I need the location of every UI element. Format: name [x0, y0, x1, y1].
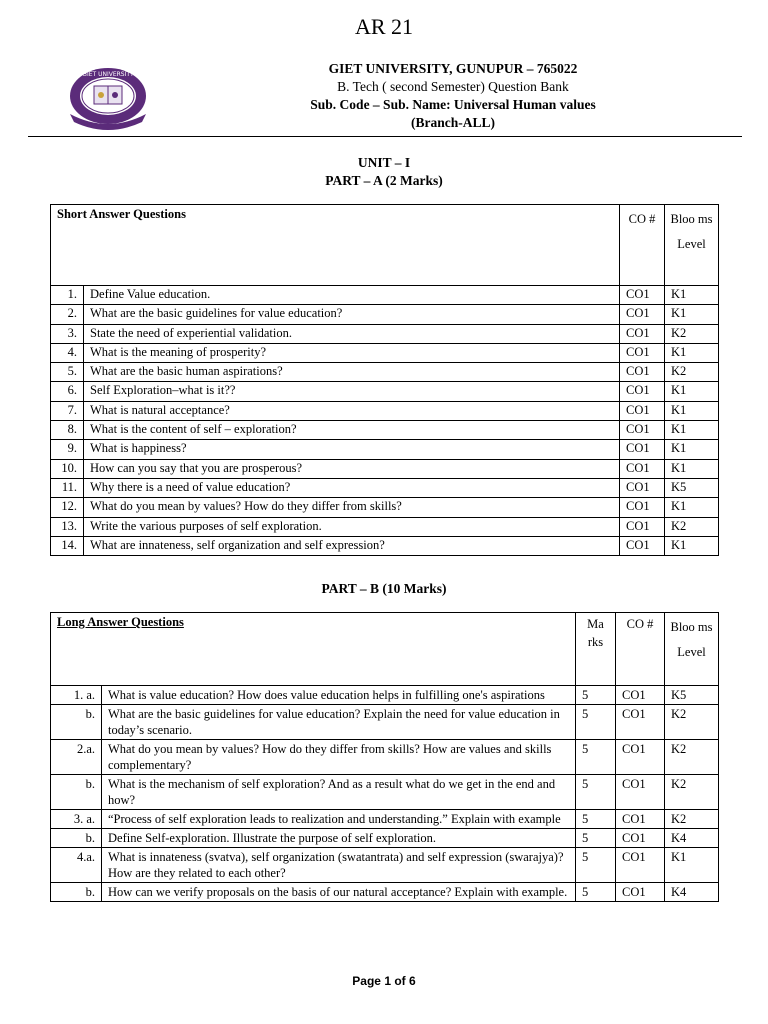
- blooms-level: K1: [665, 382, 719, 401]
- table-row: [51, 305, 719, 324]
- part-b-header-co: CO #: [616, 613, 665, 686]
- blooms-level: K2: [665, 740, 719, 775]
- question-text: What are innateness, self organization and self expression?: [84, 536, 620, 555]
- blooms-level: K2: [665, 705, 719, 740]
- course-outcome: CO1: [620, 517, 665, 536]
- question-number: 2.a.: [51, 740, 102, 775]
- table-row: [51, 401, 719, 420]
- table-row: [51, 421, 719, 440]
- course-outcome: CO1: [620, 363, 665, 382]
- table-row: [51, 498, 719, 517]
- logo-seal-icon: [60, 64, 156, 132]
- table-row: [51, 324, 719, 343]
- course-outcome: CO1: [620, 401, 665, 420]
- question-text: What are the basic guidelines for value education? Explain the need for value education in today’s scenario.: [102, 705, 576, 740]
- course-outcome: CO1: [620, 498, 665, 517]
- question-number: 14.: [51, 536, 84, 555]
- question-number: 1. a.: [51, 686, 102, 705]
- question-text: Define Self-exploration. Illustrate the purpose of self exploration.: [102, 829, 576, 848]
- page-total: 6: [409, 974, 416, 988]
- program-line: B. Tech ( second Semester) Question Bank: [337, 79, 569, 94]
- document-header: [200, 60, 706, 132]
- question-text: Self Exploration–what is it??: [84, 382, 620, 401]
- marks: 5: [576, 810, 616, 829]
- blooms-level: K5: [665, 686, 719, 705]
- marks: 5: [576, 686, 616, 705]
- blooms-level: K4: [665, 829, 719, 848]
- blooms-level: K1: [665, 305, 719, 324]
- branch-line: (Branch-ALL): [411, 115, 495, 130]
- question-text: What is value education? How does value education helps in fulfilling one's aspirations: [102, 686, 576, 705]
- blooms-level: K2: [665, 775, 719, 810]
- question-number: 1.: [51, 286, 84, 305]
- question-text: Why there is a need of value education?: [84, 478, 620, 497]
- part-a-header-blooms: Bloo ms Level: [665, 205, 719, 286]
- question-number: 6.: [51, 382, 84, 401]
- question-number: b.: [51, 883, 102, 902]
- question-text: State the need of experiential validation.: [84, 324, 620, 343]
- question-text: Write the various purposes of self exploration.: [84, 517, 620, 536]
- question-number: 5.: [51, 363, 84, 382]
- table-row: [51, 517, 719, 536]
- course-outcome: CO1: [620, 459, 665, 478]
- blooms-level: K1: [665, 536, 719, 555]
- unit-title: UNIT – I: [357, 155, 411, 170]
- blooms-level: K4: [665, 883, 719, 902]
- question-text: What is the meaning of prosperity?: [84, 343, 620, 362]
- table-row: [51, 740, 719, 775]
- table-row: [51, 686, 719, 705]
- marks: 5: [576, 848, 616, 883]
- blooms-level: K1: [665, 440, 719, 459]
- question-text: What are the basic human aspirations?: [84, 363, 620, 382]
- part-b-table: [50, 612, 719, 902]
- question-text: What is the content of self – exploration?: [84, 421, 620, 440]
- table-row: [51, 536, 719, 555]
- table-row: [51, 440, 719, 459]
- part-b-title: PART – B (10 Marks): [321, 581, 447, 596]
- blooms-level: K2: [665, 363, 719, 382]
- svg-text:GIET UNIVERSITY: GIET UNIVERSITY: [82, 71, 134, 78]
- marks: 5: [576, 775, 616, 810]
- question-text: What do you mean by values? How do they differ from skills?: [84, 498, 620, 517]
- question-number: 9.: [51, 440, 84, 459]
- question-number: 10.: [51, 459, 84, 478]
- question-text: What is innateness (svatva), self organization (swatantrata) and self expression (swarajya)? How are they related to each other?: [102, 848, 576, 883]
- question-text: “Process of self exploration leads to realization and understanding.” Explain with example: [102, 810, 576, 829]
- blooms-level: K1: [665, 498, 719, 517]
- part-a-header-co: CO #: [620, 205, 665, 286]
- question-number: 13.: [51, 517, 84, 536]
- page-number: 1: [384, 974, 391, 988]
- question-text: What do you mean by values? How do they differ from skills? How are values and skills complementary?: [102, 740, 576, 775]
- course-outcome: CO1: [616, 740, 665, 775]
- question-text: What is the mechanism of self exploration? And as a result what do we get in the end and how?: [102, 775, 576, 810]
- blooms-level: K5: [665, 478, 719, 497]
- page-footer: Page 1 of 6: [352, 974, 416, 988]
- part-b-header-questions: [51, 613, 576, 686]
- course-outcome: CO1: [620, 343, 665, 362]
- blooms-level: K1: [665, 343, 719, 362]
- course-outcome: CO1: [620, 305, 665, 324]
- course-outcome: CO1: [616, 883, 665, 902]
- marks: 5: [576, 829, 616, 848]
- blooms-level: K1: [665, 421, 719, 440]
- university-logo: [60, 64, 156, 132]
- question-number: 7.: [51, 401, 84, 420]
- course-outcome: CO1: [616, 775, 665, 810]
- document-code: AR 21: [354, 14, 414, 39]
- course-outcome: CO1: [620, 536, 665, 555]
- question-number: 4.: [51, 343, 84, 362]
- question-text: Define Value education.: [84, 286, 620, 305]
- question-number: b.: [51, 775, 102, 810]
- question-number: 3. a.: [51, 810, 102, 829]
- blooms-level: K1: [665, 459, 719, 478]
- question-number: 8.: [51, 421, 84, 440]
- part-a-table: [50, 204, 719, 556]
- subject-line: Sub. Code – Sub. Name: Universal Human values: [310, 97, 596, 112]
- course-outcome: CO1: [620, 478, 665, 497]
- table-row: [51, 829, 719, 848]
- table-row: [51, 848, 719, 883]
- course-outcome: CO1: [616, 705, 665, 740]
- table-row: [51, 459, 719, 478]
- part-b-header-questions-text: Long Answer Questions: [57, 615, 184, 629]
- question-text: How can we verify proposals on the basis of our natural acceptance? Explain with example.: [102, 883, 576, 902]
- table-row: [51, 775, 719, 810]
- question-number: b.: [51, 705, 102, 740]
- marks: 5: [576, 705, 616, 740]
- marks: 5: [576, 883, 616, 902]
- blooms-level: K2: [665, 810, 719, 829]
- question-text: What are the basic guidelines for value education?: [84, 305, 620, 324]
- question-text: How can you say that you are prosperous?: [84, 459, 620, 478]
- question-text: What is natural acceptance?: [84, 401, 620, 420]
- university-name: GIET UNIVERSITY, GUNUPUR – 765022: [328, 61, 578, 76]
- question-number: 3.: [51, 324, 84, 343]
- question-number: b.: [51, 829, 102, 848]
- part-b-header-blooms: Bloo ms Level: [665, 613, 719, 686]
- question-number: 11.: [51, 478, 84, 497]
- part-a-title: PART – A (2 Marks): [325, 173, 443, 188]
- part-b-header-marks: Ma rks: [576, 613, 616, 686]
- table-row: [51, 343, 719, 362]
- blooms-level: K1: [665, 401, 719, 420]
- blooms-level: K2: [665, 324, 719, 343]
- marks: 5: [576, 740, 616, 775]
- course-outcome: CO1: [620, 440, 665, 459]
- course-outcome: CO1: [620, 324, 665, 343]
- question-text: What is happiness?: [84, 440, 620, 459]
- course-outcome: CO1: [616, 848, 665, 883]
- blooms-level: K1: [665, 848, 719, 883]
- table-row: [51, 810, 719, 829]
- table-row: [51, 286, 719, 305]
- table-row: [51, 883, 719, 902]
- course-outcome: CO1: [616, 829, 665, 848]
- table-row: [51, 382, 719, 401]
- blooms-level: K2: [665, 517, 719, 536]
- course-outcome: CO1: [620, 421, 665, 440]
- course-outcome: CO1: [620, 286, 665, 305]
- course-outcome: CO1: [620, 382, 665, 401]
- header-divider: [28, 136, 742, 137]
- blooms-level: K1: [665, 286, 719, 305]
- course-outcome: CO1: [616, 686, 665, 705]
- question-number: 12.: [51, 498, 84, 517]
- part-b-body: [51, 686, 719, 902]
- table-row: [51, 478, 719, 497]
- question-number: 2.: [51, 305, 84, 324]
- course-outcome: CO1: [616, 810, 665, 829]
- part-a-body: [51, 286, 719, 556]
- part-a-header-questions: Short Answer Questions: [51, 205, 620, 286]
- table-row: [51, 363, 719, 382]
- question-number: 4.a.: [51, 848, 102, 883]
- table-row: [51, 705, 719, 740]
